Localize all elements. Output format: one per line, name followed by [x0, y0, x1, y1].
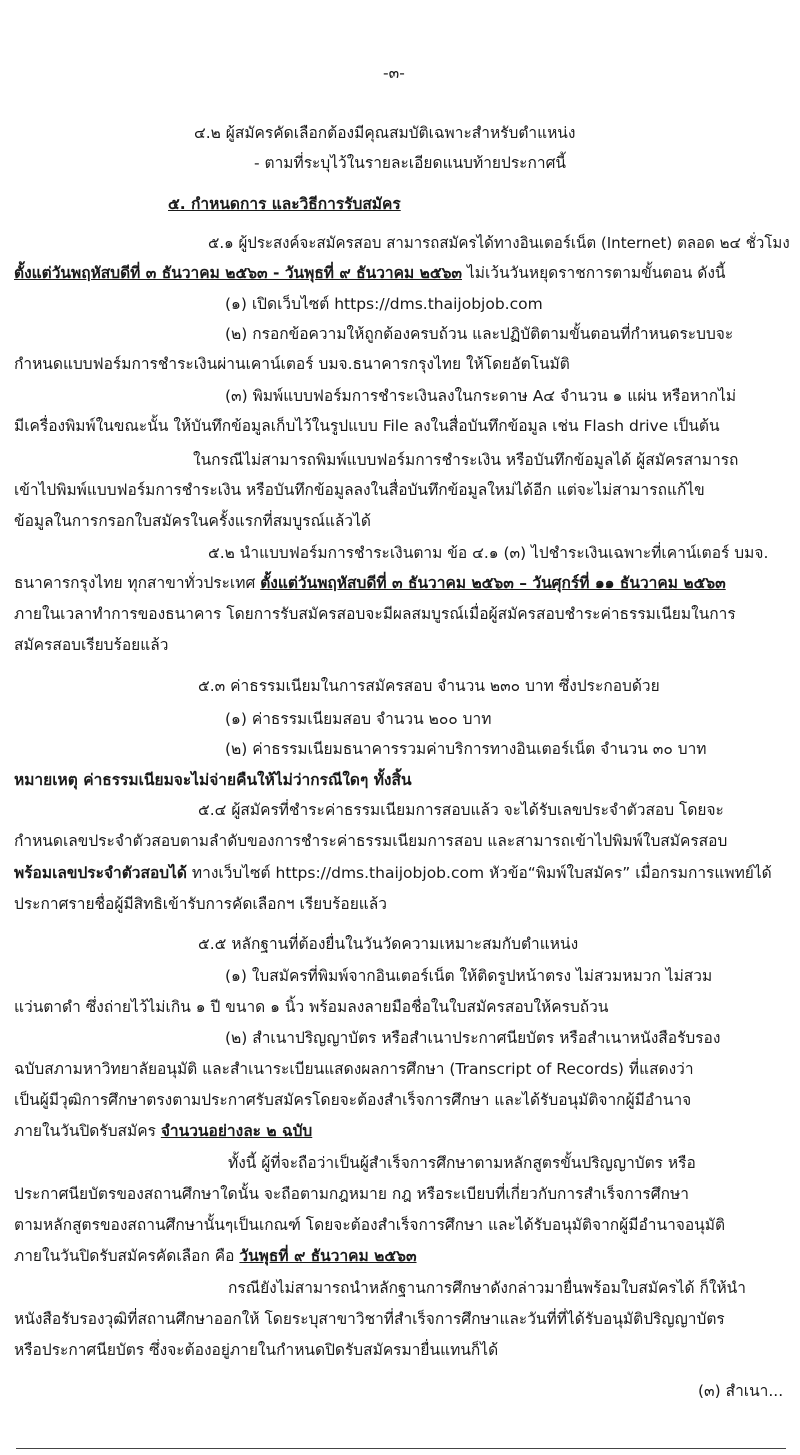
step-3-line-2: มีเครื่องพิมพ์ในขณะนั้น ให้บันทึกข้อมูลเก็บไว้ในรูปแบบ File ลงในสื่อบันทึกข้อมูล เช่น Flash drive เป็นต้น [14, 417, 720, 435]
payment-period: ตั้งแต่วันพฤหัสบดีที่ ๓ ธันวาคม ๒๕๖๓ – วันศุกร์ที่ ๑๑ ธันวาคม ๒๕๖๓ [260, 574, 726, 592]
document-item-2-line-2: ฉบับสภามหาวิทยาลัยอนุมัติ และสำเนาระเบียนแสดงผลการศึกษา (Transcript of Records) ที่แสดงว่า [14, 1060, 694, 1078]
education-para-line-1: ทั้งนี้ ผู้ที่จะถือว่าเป็นผู้สำเร็จการศึกษาตามหลักสูตรขั้นปริญญาบัตร หรือ [228, 1154, 696, 1172]
section-5-heading: ๕. กำหนดการ และวิธีการรับสมัคร [168, 195, 401, 213]
section-5-2-line-2: ธนาคารกรุงไทย ทุกสาขาทั่วประเทศ ตั้งแต่วันพฤหัสบดีที่ ๓ ธันวาคม ๒๕๖๓ – วันศุกร์ที่ ๑๑ ธันวาคม ๒๕๖๓ [14, 574, 726, 592]
document-item-1-line-1: (๑) ใบสมัครที่พิมพ์จากอินเตอร์เน็ต ให้ติดรูปหน้าตรง ไม่สวมหมวก ไม่สวม [225, 967, 713, 985]
copies-required: จำนวนอย่างละ ๒ ฉบับ [160, 1122, 313, 1140]
section-5-5-line-1: ๕.๕ หลักฐานที่ต้องยื่นในวันวัดความเหมาะสมกับตำแหน่ง [198, 935, 579, 953]
document-item-1-line-2: แว่นตาดำ ซึ่งถ่ายไว้ไม่เกิน ๑ ปี ขนาด ๑ นิ้ว พร้อมลงลายมือชื่อในใบสมัครสอบให้ครบถ้วน [14, 998, 609, 1016]
document-item-2-line-1: (๒) สำเนาปริญญาบัตร หรือสำเนาประกาศนียบัตร หรือสำเนาหนังสือรับรอง [225, 1029, 721, 1047]
certificate-para-line-1: กรณียังไม่สามารถนำหลักฐานการศึกษาดังกล่าวมายื่นพร้อมใบสมัครได้ ก็ให้นำ [228, 1279, 746, 1297]
closing-date: วันพุธที่ ๙ ธันวาคม ๒๕๖๓ [239, 1247, 417, 1265]
certificate-para-line-2: หนังสือรับรองวุฒิที่สถานศึกษาออกให้ โดยระบุสาขาวิชาที่สำเร็จการศึกษาและวันที่ที่ได้รับอนุมัติปริญญาบัตร [14, 1310, 725, 1328]
education-para-line-3: ตามหลักสูตรของสถานศึกษานั้นๆเป็นเกณฑ์ โดยจะต้องสำเร็จการศึกษา และได้รับอนุมัติจากผู้มีอำนาจอนุมัติ [14, 1216, 726, 1234]
section-4-2-item: - ตามที่ระบุไว้ในรายละเอียดแนบท้ายประกาศนี้ [254, 154, 567, 172]
fee-item-1: (๑) ค่าธรรมเนียมสอบ จำนวน ๒๐๐ บาท [225, 710, 492, 728]
step-2-line-1: (๒) กรอกข้อความให้ถูกต้องครบถ้วน และปฏิบัติตามขั้นตอนที่กำหนดระบบจะ [225, 325, 734, 343]
section-5-1-line-1: ๕.๑ ผู้ประสงค์จะสมัครสอบ สามารถสมัครได้ทางอินเตอร์เน็ต (Internet) ตลอด ๒๔ ชั่วโมง [208, 234, 790, 252]
step-2-line-2: กำหนดแบบฟอร์มการชำระเงินผ่านเคาน์เตอร์ บมจ.ธนาคารกรุงไทย ให้โดยอัตโนมัติ [14, 355, 570, 373]
section-5-1-para-line-3: ข้อมูลในการกรอกใบสมัครในครั้งแรกที่สมบูรณ์แล้วได้ [14, 512, 371, 530]
section-5-3-line-1: ๕.๓ ค่าธรรมเนียมในการสมัครสอบ จำนวน ๒๓๐ บาท ซึ่งประกอบด้วย [198, 677, 660, 695]
continuation-marker: (๓) สำเนา... [698, 1382, 784, 1400]
education-para-line-4: ภายในวันปิดรับสมัครคัดเลือก คือ วันพุธที่ ๙ ธันวาคม ๒๕๖๓ [14, 1247, 417, 1265]
section-5-4-line-4: ประกาศรายชื่อผู้มีสิทธิเข้ารับการคัดเลือกฯ เรียบร้อยแล้ว [14, 895, 387, 913]
step-1: (๑) เปิดเว็บไซต์ https://dms.thaijobjob.com [225, 295, 543, 313]
section-5-4-line-3: พร้อมเลขประจำตัวสอบได้ ทางเว็บไซต์ https://dms.thaijobjob.com หัวข้อ“พิมพ์ใบสมัคร” เมื่อกรมการแพทย์ได้ [14, 864, 772, 882]
section-5-1-line-2: ตั้งแต่วันพฤหัสบดีที่ ๓ ธันวาคม ๒๕๖๓ - วันพุธที่ ๙ ธันวาคม ๒๕๖๓ ไม่เว้นวันหยุดราชการตามขั้นตอน ดังนี้ [14, 264, 726, 282]
section-5-1-para-line-1: ในกรณีไม่สามารถพิมพ์แบบฟอร์มการชำระเงิน หรือบันทึกข้อมูลได้ ผู้สมัครสามารถ [193, 451, 739, 469]
fee-item-2: (๒) ค่าธรรมเนียมธนาคารรวมค่าบริการทางอินเตอร์เน็ต จำนวน ๓๐ บาท [225, 740, 707, 758]
section-5-2-line-3: ภายในเวลาทำการของธนาคาร โดยการรับสมัครสอบจะมีผลสมบูรณ์เมื่อผู้สมัครสอบชำระค่าธรรมเนียมในการ [14, 605, 736, 623]
step-3-line-1: (๓) พิมพ์แบบฟอร์มการชำระเงินลงในกระดาษ A๔ จำนวน ๑ แผ่น หรือหากไม่ [225, 387, 737, 405]
section-5-2-line-1: ๕.๒ นำแบบฟอร์มการชำระเงินตาม ข้อ ๔.๑ (๓) ไปชำระเงินเฉพาะที่เคาน์เตอร์ บมจ. [208, 544, 769, 562]
fee-note: หมายเหตุ ค่าธรรมเนียมจะไม่จ่ายคืนให้ไม่ว่ากรณีใดๆ ทั้งสิ้น [14, 771, 412, 789]
section-5-1-para-line-2: เข้าไปพิมพ์แบบฟอร์มการชำระเงิน หรือบันทึกข้อมูลลงในสื่อบันทึกข้อมูลใหม่ได้อีก แต่จะไม่สามารถแก้ไข [14, 481, 705, 499]
education-para-line-2: ประกาศนียบัตรของสถานศึกษาใดนั้น จะถือตามกฎหมาย กฎ หรือระเบียบที่เกี่ยวกับการสำเร็จการศึกษา [14, 1185, 689, 1203]
document-item-2-line-4: ภายในวันปิดรับสมัคร จำนวนอย่างละ ๒ ฉบับ [14, 1122, 313, 1140]
section-5-4-line-1: ๕.๔ ผู้สมัครที่ชำระค่าธรรมเนียมการสอบแล้ว จะได้รับเลขประจำตัวสอบ โดยจะ [198, 801, 724, 819]
scan-edge-divider [16, 1448, 786, 1449]
section-5-4-line-2: กำหนดเลขประจำตัวสอบตามลำดับของการชำระค่าธรรมเนียมการสอบ และสามารถเข้าไปพิมพ์ใบสมัครสอบ [14, 832, 728, 850]
page-number: -๓- [383, 64, 405, 82]
document-item-2-line-3: เป็นผู้มีวุฒิการศึกษาตรงตามประกาศรับสมัครโดยจะต้องสำเร็จการศึกษา และได้รับอนุมัติจากผู้มีอำนาจ [14, 1091, 692, 1109]
section-5-2-line-4: สมัครสอบเรียบร้อยแล้ว [14, 636, 169, 654]
section-4-2-heading: ๔.๒ ผู้สมัครคัดเลือกต้องมีคุณสมบัติเฉพาะสำหรับตำแหน่ง [194, 124, 576, 142]
certificate-para-line-3: หรือประกาศนียบัตร ซึ่งจะต้องอยู่ภายในกำหนดปิดรับสมัครมายื่นแทนก็ได้ [14, 1341, 499, 1359]
application-period: ตั้งแต่วันพฤหัสบดีที่ ๓ ธันวาคม ๒๕๖๓ - วันพุธที่ ๙ ธันวาคม ๒๕๖๓ [14, 264, 463, 282]
